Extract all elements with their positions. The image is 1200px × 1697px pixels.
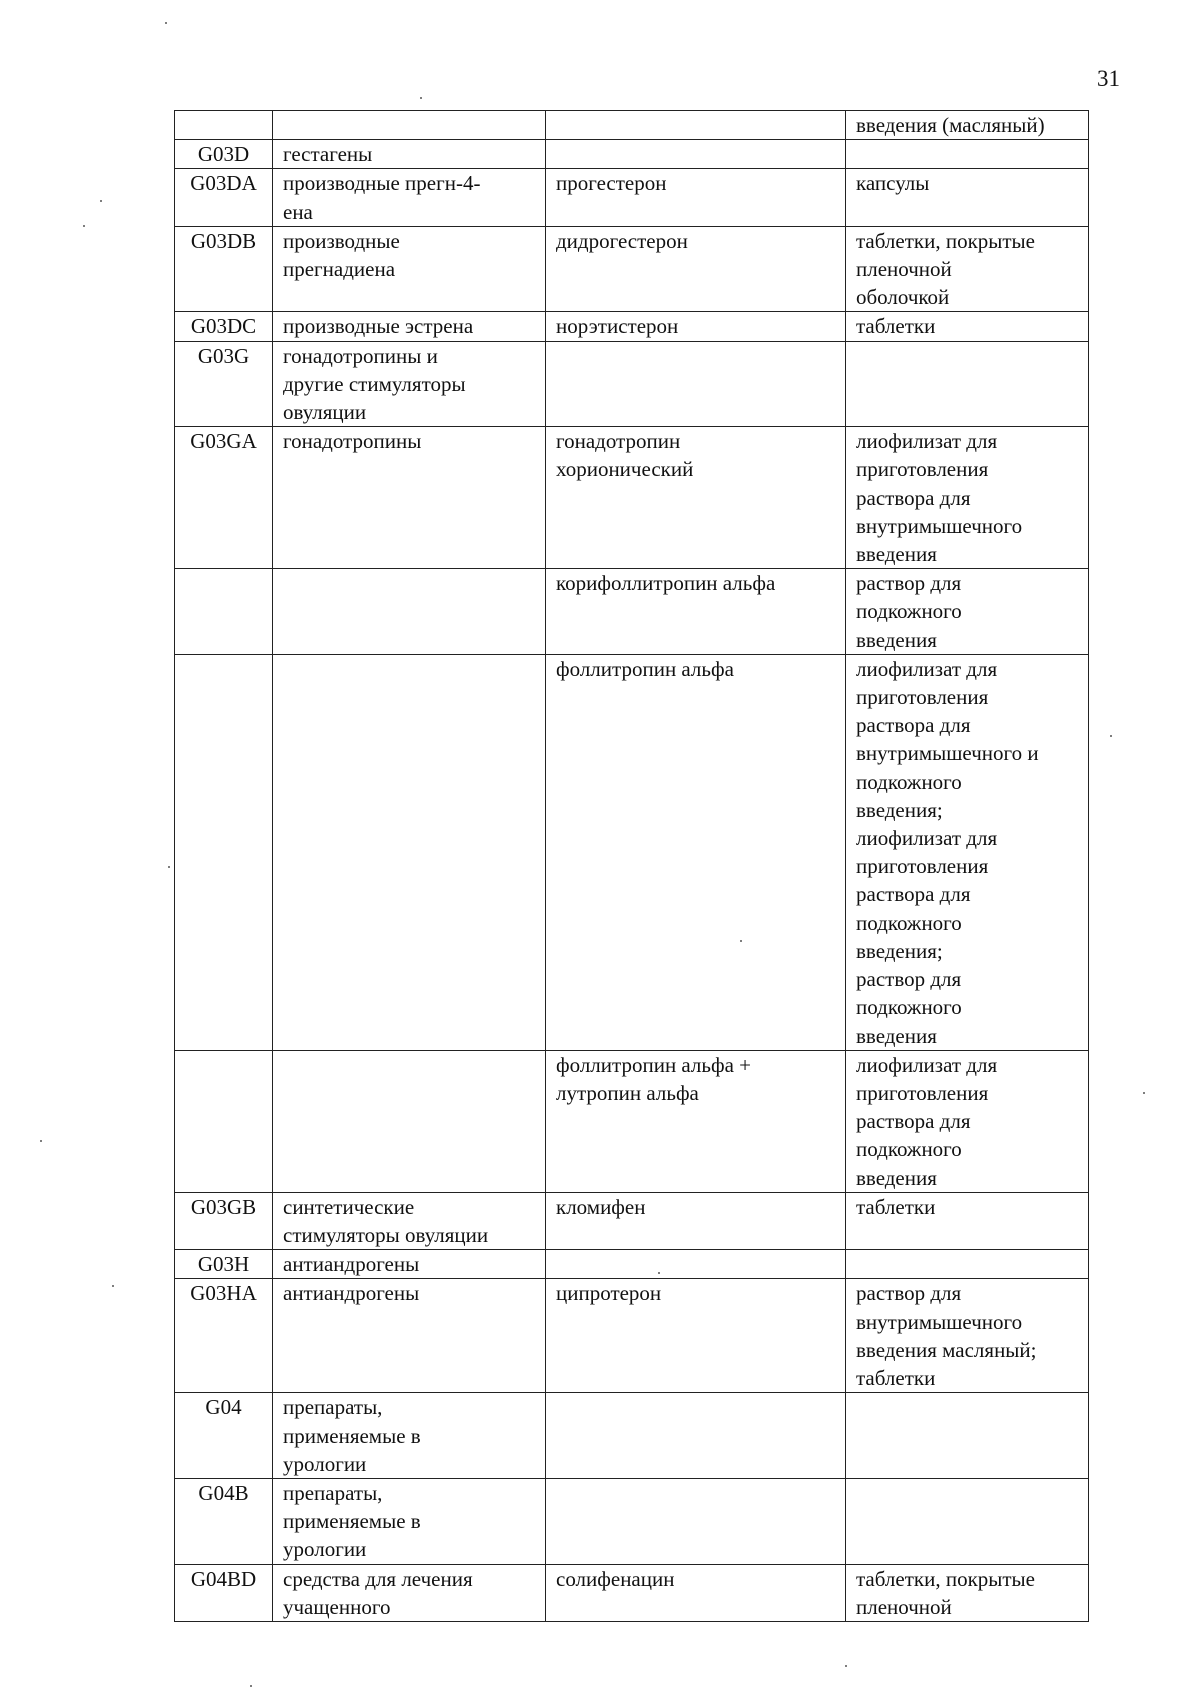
code-cell <box>175 140 273 169</box>
code-cell <box>175 312 273 341</box>
form-cell-text: лиофилизат для приготовления раствора для внутримышечного и подкожного введения; лиофилизат для приготовления раствора для подкожного введения; раствор для подкожного введения <box>856 656 1039 1048</box>
code-cell-text: G03G <box>197 343 250 368</box>
form-cell-text: раствор для внутримышечного введения масляный; таблетки <box>856 1281 1037 1390</box>
code-cell <box>175 1192 273 1249</box>
drug-cell <box>546 312 846 341</box>
drug-cell <box>546 140 846 169</box>
scan-speck <box>112 1285 114 1287</box>
group-cell <box>273 1250 546 1279</box>
group-cell <box>273 169 546 226</box>
table-row <box>175 1279 1089 1393</box>
group-cell-text: средства для лечения учащенного <box>283 1566 473 1619</box>
form-cell <box>846 111 1089 140</box>
scan-speck <box>1110 735 1112 737</box>
group-cell-text: антиандрогены <box>283 1281 420 1306</box>
table-row <box>175 169 1089 226</box>
form-cell <box>846 1478 1089 1564</box>
drug-cell-text: фоллитропин альфа <box>556 656 734 681</box>
code-cell-text: G03HA <box>190 1281 257 1306</box>
form-cell <box>846 312 1089 341</box>
code-cell <box>175 569 273 655</box>
scan-speck <box>168 866 170 868</box>
drug-cell-text: солифенацин <box>556 1566 675 1591</box>
scan-speck <box>83 225 85 227</box>
code-cell <box>175 1250 273 1279</box>
group-cell-text: производные прегнадиена <box>283 228 400 282</box>
form-cell <box>846 569 1089 655</box>
form-cell <box>846 341 1089 427</box>
code-cell <box>175 169 273 226</box>
form-cell-text: таблетки, покрытые пленочной оболочкой <box>856 228 1035 310</box>
code-cell <box>175 654 273 1050</box>
group-cell-text: гестагены <box>283 142 373 167</box>
code-cell <box>175 341 273 427</box>
code-cell-text: G03H <box>197 1252 250 1277</box>
table-row <box>175 226 1089 312</box>
table-row <box>175 1250 1089 1279</box>
form-cell-text: таблетки <box>856 314 936 339</box>
table-row <box>175 312 1089 341</box>
code-cell <box>175 1050 273 1192</box>
code-cell-text: G03D <box>197 142 250 167</box>
group-cell-text: гонадотропины <box>283 429 422 454</box>
code-cell-text: G03GA <box>190 429 257 454</box>
group-cell <box>273 1050 546 1192</box>
scan-speck <box>845 1665 847 1667</box>
table-row <box>175 427 1089 569</box>
drug-cell <box>546 569 846 655</box>
scan-speck <box>740 940 742 942</box>
form-cell <box>846 1250 1089 1279</box>
form-cell-text: таблетки, покрытые пленочной <box>856 1566 1035 1619</box>
group-cell <box>273 427 546 569</box>
form-cell <box>846 654 1089 1050</box>
code-cell-text: G03DA <box>190 171 257 196</box>
group-cell <box>273 1478 546 1564</box>
group-cell <box>273 1279 546 1393</box>
form-cell <box>846 1564 1089 1621</box>
drug-cell <box>546 341 846 427</box>
drug-cell-text: фоллитропин альфа + лутропин альфа <box>556 1052 752 1105</box>
group-cell <box>273 1393 546 1479</box>
drug-cell <box>546 1393 846 1479</box>
group-cell-text: синтетические стимуляторы овуляции <box>283 1194 489 1247</box>
drug-cell <box>546 1250 846 1279</box>
code-cell <box>175 1564 273 1621</box>
table-row <box>175 1393 1089 1479</box>
form-cell-text: капсулы <box>856 171 930 196</box>
group-cell <box>273 226 546 312</box>
drug-cell <box>546 654 846 1050</box>
scan-speck <box>658 1272 660 1274</box>
table-row <box>175 1050 1089 1192</box>
code-cell <box>175 111 273 140</box>
table-row <box>175 1564 1089 1621</box>
form-cell <box>846 140 1089 169</box>
group-cell-text: препараты, применяемые в урологии <box>283 1480 421 1562</box>
drug-cell <box>546 1050 846 1192</box>
form-cell-text: раствор для подкожного введения <box>856 571 962 652</box>
group-cell <box>273 111 546 140</box>
group-cell <box>273 140 546 169</box>
scan-speck <box>250 1685 252 1687</box>
drug-cell-text: дидрогестерон <box>556 228 688 253</box>
form-cell-text: введения (масляный) <box>856 113 1045 137</box>
group-cell <box>273 1564 546 1621</box>
scan-speck <box>1143 1092 1145 1094</box>
form-cell <box>846 169 1089 226</box>
code-cell-text: G03DC <box>190 314 257 339</box>
code-cell-text: G04 <box>205 1395 242 1420</box>
drug-cell-text: гонадотропин хорионический <box>556 429 694 482</box>
code-cell-text: G04BD <box>190 1566 257 1591</box>
table-row <box>175 1478 1089 1564</box>
drug-cell <box>546 1279 846 1393</box>
code-cell <box>175 1279 273 1393</box>
table-body <box>175 111 1089 1622</box>
group-cell-text: гонадотропины и другие стимуляторы овуляции <box>283 343 466 425</box>
code-cell-text: G03DB <box>190 228 257 253</box>
group-cell <box>273 654 546 1050</box>
drug-cell <box>546 1192 846 1249</box>
group-cell-text: производные прегн-4- ена <box>283 171 481 224</box>
group-cell <box>273 312 546 341</box>
group-cell <box>273 341 546 427</box>
drug-cell <box>546 1564 846 1621</box>
form-cell <box>846 1192 1089 1249</box>
form-cell <box>846 427 1089 569</box>
form-cell <box>846 1279 1089 1393</box>
form-cell <box>846 226 1089 312</box>
medication-table <box>174 110 1089 1622</box>
drug-cell-text: ципротерон <box>556 1281 662 1306</box>
form-cell <box>846 1393 1089 1479</box>
drug-cell <box>546 427 846 569</box>
code-cell-text: G03GB <box>190 1194 257 1219</box>
form-cell-text: таблетки <box>856 1194 936 1219</box>
group-cell <box>273 1192 546 1249</box>
group-cell-text: препараты, применяемые в урологии <box>283 1395 421 1476</box>
form-cell <box>846 1050 1089 1192</box>
drug-cell-text: кломифен <box>556 1194 646 1219</box>
table-row <box>175 1192 1089 1249</box>
drug-cell <box>546 1478 846 1564</box>
drug-cell-text: корифоллитропин альфа <box>556 571 776 596</box>
group-cell <box>273 569 546 655</box>
drug-cell <box>546 226 846 312</box>
table-row <box>175 140 1089 169</box>
table-row <box>175 341 1089 427</box>
scan-speck <box>420 97 422 99</box>
group-cell-text: производные эстрена <box>283 314 474 339</box>
page-number: 31 <box>1097 66 1120 91</box>
code-cell-text: G04B <box>198 1480 249 1505</box>
drug-cell <box>546 111 846 140</box>
form-cell-text: лиофилизат для приготовления раствора для внутримышечного введения <box>856 429 1023 567</box>
form-cell-text: лиофилизат для приготовления раствора для подкожного введения <box>856 1052 998 1190</box>
scan-speck <box>165 22 167 24</box>
drug-cell <box>546 169 846 226</box>
code-cell <box>175 1393 273 1479</box>
table-row <box>175 654 1089 1050</box>
table-row <box>175 111 1089 140</box>
scan-speck <box>100 200 102 202</box>
code-cell <box>175 1478 273 1564</box>
scan-speck <box>40 1140 42 1142</box>
table-row <box>175 569 1089 655</box>
code-cell <box>175 427 273 569</box>
drug-cell-text: норэтистерон <box>556 314 679 339</box>
code-cell <box>175 226 273 312</box>
drug-cell-text: прогестерон <box>556 171 667 196</box>
group-cell-text: антиандрогены <box>283 1252 420 1277</box>
